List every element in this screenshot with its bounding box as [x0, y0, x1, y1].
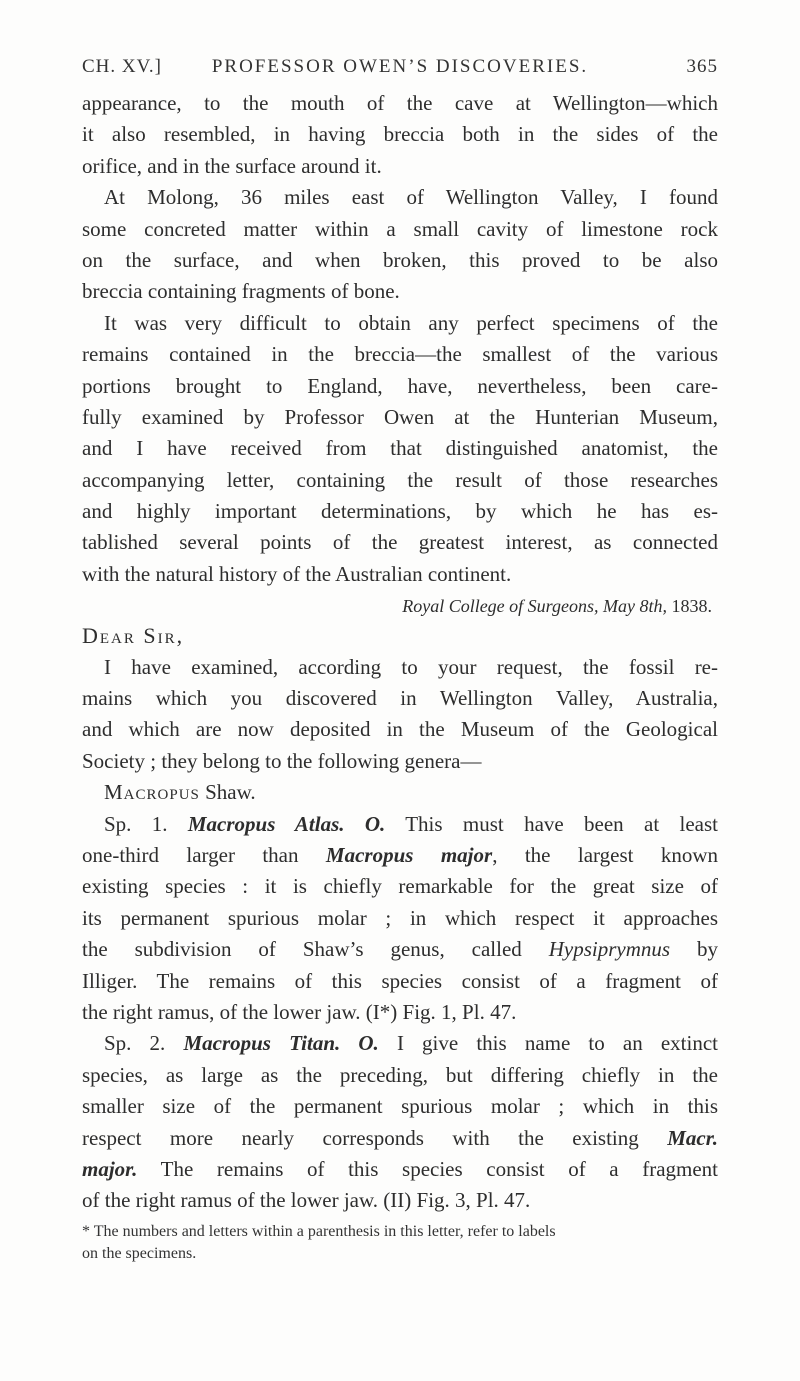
running-title: PROFESSOR OWEN’S DISCOVERIES.: [211, 56, 589, 77]
text-line: with the natural history of the Australian continent.: [82, 561, 512, 586]
chapter-label: CH. XV.]: [82, 56, 162, 77]
text-line: it also resembled, in having breccia both in the sides of the: [82, 122, 718, 147]
species-label: Sp. 2.: [104, 1031, 166, 1056]
page-number: 365: [686, 56, 718, 77]
text-line: I have examined, according to your request, the fossil re-: [104, 654, 718, 679]
text-fragment: This must have been at least: [405, 811, 718, 836]
genus-heading: [82, 777, 718, 808]
text-fragment: respect more nearly corresponds with the existing: [82, 1125, 639, 1150]
text-fragment: by: [697, 937, 719, 962]
text-line: existing species : it is chiefly remarkable for the great size of: [82, 874, 718, 899]
letter-intro: [82, 652, 718, 778]
text-line: of the right ramus of the lower jaw. (II) Fig. 3, Pl. 47.: [82, 1188, 531, 1213]
text-fragment: The remains of this species consist of a fragment: [160, 1156, 719, 1181]
text-line: and which are now deposited in the Museum of the Geological: [82, 717, 718, 742]
text-fragment: I give this name to an extinct: [396, 1031, 718, 1056]
text-line: the right ramus, of the lower jaw. (I*) Fig. 1, Pl. 47.: [82, 999, 517, 1024]
species-name: Macropus Atlas. O.: [187, 811, 386, 836]
running-header: [82, 56, 718, 86]
genus-author: Shaw.: [205, 780, 256, 805]
text-line: portions brought to England, have, nevertheless, been care-: [82, 373, 718, 398]
text-line: accompanying letter, containing the result of those researches: [82, 467, 718, 492]
text-line: breccia containing fragments of bone.: [82, 279, 400, 304]
letter-salutation: Dear Sir,: [82, 623, 185, 649]
text-line: [82, 840, 718, 871]
text-line: [82, 1154, 718, 1185]
text-fragment: the subdivision of Shaw’s genus, called: [82, 937, 522, 962]
species-2-entry: [82, 1028, 718, 1216]
footnote-line: * The numbers and letters within a parenthesis in this letter, refer to labels: [82, 1222, 556, 1240]
text-line: appearance, to the mouth of the cave at Wellington—which: [82, 91, 718, 115]
species-label: Sp. 1.: [104, 811, 168, 836]
species-reference: Macropus major: [325, 842, 493, 867]
text-line: orifice, and in the surface around it.: [82, 153, 382, 178]
dateline-year: 1838.: [671, 596, 712, 617]
text-line: on the surface, and when broken, this proved to be also: [82, 247, 718, 272]
text-line: and highly important determinations, by which he has es-: [82, 499, 718, 524]
footnote-line: on the specimens.: [82, 1244, 197, 1262]
text-line: Illiger. The remains of this species consist of a fragment of: [82, 968, 718, 993]
text-line: [82, 809, 718, 840]
text-line: tablished several points of the greatest interest, as connected: [82, 530, 718, 555]
footnote: [82, 1221, 718, 1265]
text-line: fully examined by Professor Owen at the Hunterian Museum,: [82, 404, 718, 429]
text-line: [82, 1028, 718, 1059]
species-name: Macropus Titan. O.: [183, 1031, 379, 1056]
genus-reference: Hypsiprymnus: [548, 937, 671, 962]
paragraph-cave-mouth: [82, 88, 718, 182]
paragraph-specimens: [82, 308, 718, 591]
species-reference: major.: [82, 1156, 138, 1181]
page-body: [82, 88, 718, 1265]
species-reference: Macr.: [667, 1125, 719, 1150]
text-line: smaller size of the permanent spurious molar ; which in this: [82, 1094, 718, 1119]
text-line: its permanent spurious molar ; in which respect it approaches: [82, 905, 718, 930]
text-line: [82, 934, 718, 965]
paragraph-molong: [82, 182, 718, 308]
text-fragment: one-third larger than: [82, 842, 299, 867]
text-fragment: , the largest known: [492, 842, 719, 867]
species-1-entry: [82, 809, 718, 1029]
text-line: mains which you discovered in Wellington Valley, Australia,: [82, 686, 718, 711]
text-line: some concreted matter within a small cavity of limestone rock: [82, 216, 718, 241]
dateline-place: Royal College of Surgeons, May 8th,: [402, 596, 667, 617]
text-line: It was very difficult to obtain any perfect specimens of the: [104, 310, 718, 335]
text-line: species, as large as the preceding, but differing chiefly in the: [82, 1062, 718, 1087]
text-line: and I have received from that distinguished anatomist, the: [82, 436, 718, 461]
text-line: [82, 1123, 718, 1154]
letter-dateline: [82, 592, 718, 620]
text-line: At Molong, 36 miles east of Wellington Valley, I found: [104, 185, 718, 210]
text-line: Society ; they belong to the following genera—: [82, 748, 482, 773]
text-line: remains contained in the breccia—the smallest of the various: [82, 342, 718, 367]
genus-name: Macropus: [104, 780, 200, 805]
